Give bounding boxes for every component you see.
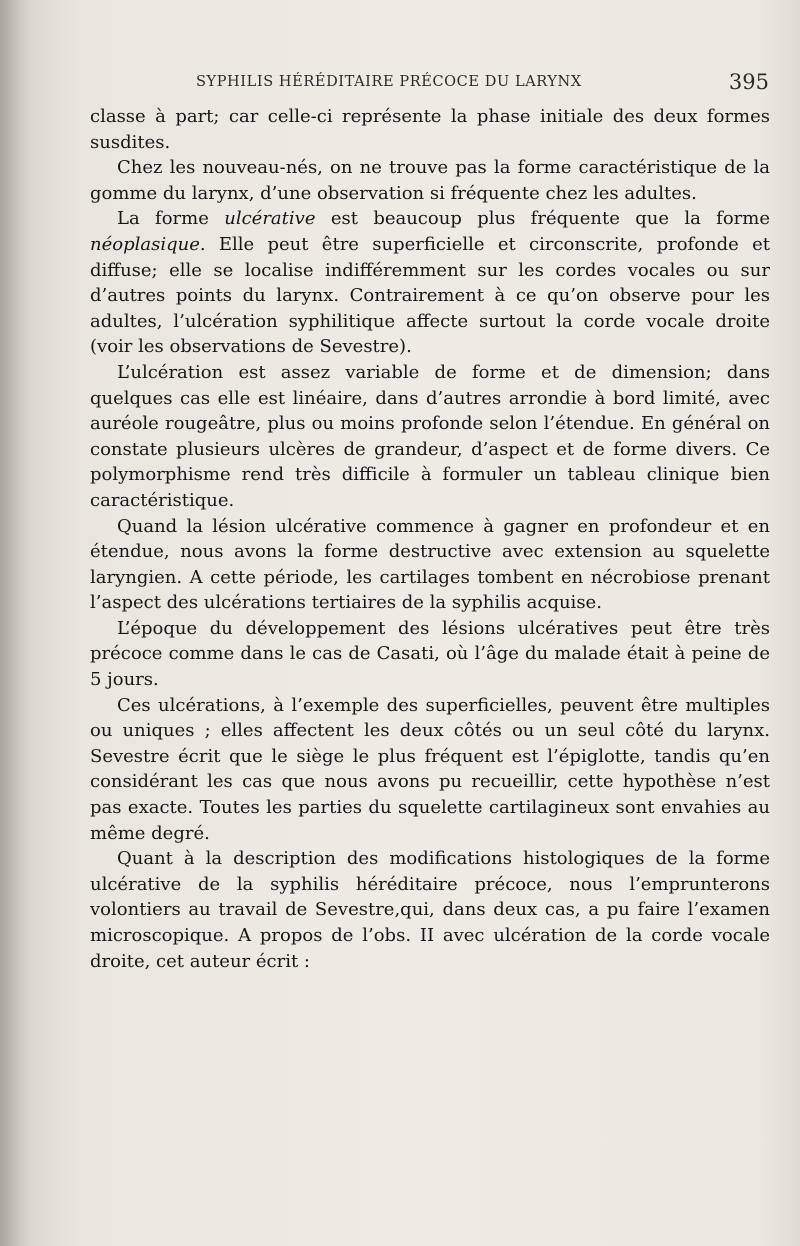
text-segment: est beaucoup plus fréquente que la forme [315, 208, 771, 230]
paragraph [90, 846, 770, 974]
paragraph [90, 693, 770, 847]
body-text [90, 104, 770, 974]
text-segment: . Elle peut être superficielle et circonscrite, profonde et diffuse; elle se localise indifféremment sur les cordes vocales ou sur d’autres points du larynx. Contrairement à ce qu’on observe pour les adultes, l’ulcération syphilitique affecte surtout la corde vocale droite (voir les observations de Sevestre). [90, 233, 770, 358]
paragraph [90, 155, 770, 206]
italic-term: néoplasique [90, 233, 200, 255]
text-segment: classe à part; car celle-ci représente la phase initiale des deux formes susdites. [90, 106, 770, 153]
text-segment: L’ulcération est assez variable de forme et de dimension; dans quelques cas elle est linéaire, dans d’autres arrondie à bord limité, avec auréole rougeâtre, plus ou moins profonde selon l’étendue. En général on constate plusieurs ulcères de grandeur, d’aspect et de forme divers. Ce polymorphisme rend très difficile à formuler un tableau clinique bien caractéristique. [90, 361, 770, 511]
running-title: SYPHILIS HÉRÉDITAIRE PRÉCOCE DU LARYNX [196, 74, 582, 90]
text-segment: Ces ulcérations, à l’exemple des superficielles, peuvent être multiples ou uniques ; elles affectent les deux côtés ou un seul côté du larynx. Sevestre écrit que le siège le plus fréquent est l’épiglotte, tandis qu’en considérant les cas que nous avons pu recueillir, cette hypothèse n’est pas exacte. Toutes les parties du squelette cartilagineux sont envahies au même degré. [90, 694, 770, 844]
paragraph [90, 104, 770, 155]
text-segment: La forme [117, 208, 225, 230]
text-segment: Quand la lésion ulcérative commence à gagner en profondeur et en étendue, nous avons la forme destructive avec extension au squelette laryngien. A cette période, les cartilages tombent en nécrobiose prenant l’aspect des ulcérations tertiaires de la syphilis acquise. [90, 515, 770, 614]
text-segment: L’époque du développement des lésions ulcératives peut être très précoce comme dans le cas de Casati, où l’âge du malade était à peine de 5 jours. [90, 617, 770, 691]
italic-term: ulcérative [224, 208, 316, 230]
text-segment: Chez les nouveau-nés, on ne trouve pas la forme caractéristique de la gomme du larynx, d’une observation si fréquente chez les adultes. [90, 157, 770, 204]
running-header [196, 70, 769, 96]
page-shadow-edge [0, 0, 34, 1246]
page-number: 395 [728, 70, 769, 94]
text-segment: Quant à la description des modifications histologiques de la forme ulcérative de la syphilis héréditaire précoce, nous l’emprunterons volontiers au travail de Sevestre,qui, dans deux cas, a pu faire l’examen microscopique. A propos de l’obs. II avec ulcération de la corde vocale droite, cet auteur écrit : [90, 848, 770, 972]
paragraph [90, 206, 770, 360]
paragraph [90, 616, 770, 693]
paragraph [90, 514, 770, 616]
paragraph [90, 360, 770, 514]
